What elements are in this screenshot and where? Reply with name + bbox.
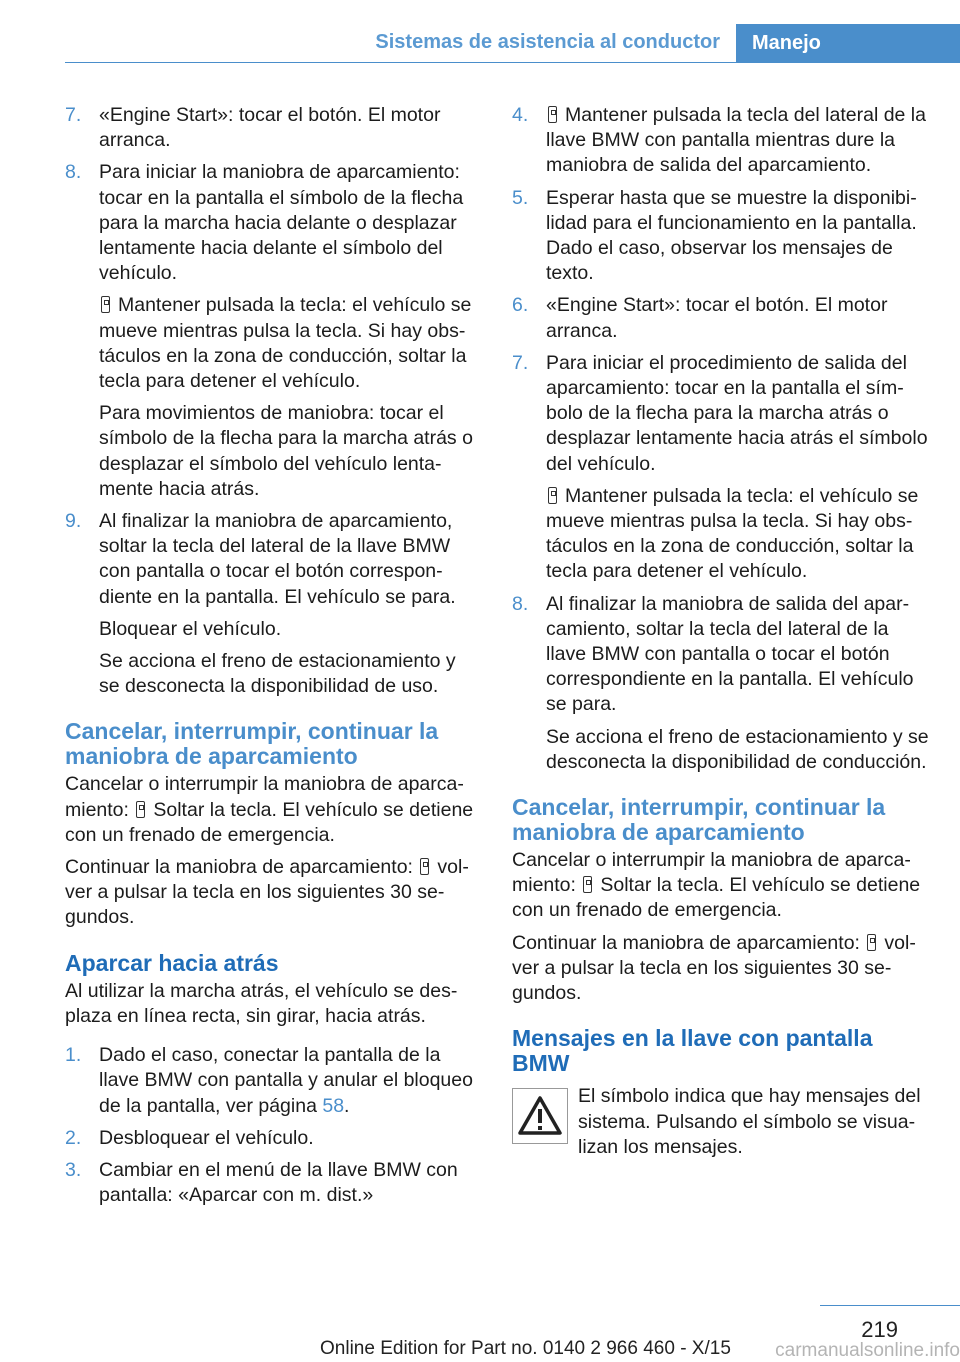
footer-rule — [820, 1305, 960, 1306]
item-text: Esperar hasta que se muestre la disponibilidad para el funcionamiento en la pantalla. Dado el caso, observar los mensajes de texto. — [546, 186, 917, 285]
subtext: Mantener pulsada la tecla: el vehículo se mueve mientras pulsa la tecla. Si hay obstáculos en la zona de conducción, soltar la tecla para detener el vehículo. — [99, 294, 472, 393]
key-icon — [867, 934, 876, 951]
list-item — [512, 592, 930, 775]
item-number: 9. — [65, 510, 82, 533]
paragraph-text: Continuar la maniobra de aparcamiento: — [65, 856, 413, 879]
right-column — [512, 103, 930, 1160]
key-icon — [548, 106, 557, 123]
item-number: 2. — [65, 1126, 82, 1149]
section-heading: Cancelar, interrumpir, continuar la maniobra de aparcamiento — [512, 794, 886, 846]
item-subtext: Para movimientos de maniobra: tocar el símbolo de la flecha para la marcha atrás o desplazar el símbolo del vehículo lentamente hacia atrás. — [99, 402, 473, 500]
item-text: Al finalizar la maniobra de salida del aparcamiento, soltar la tecla del lateral de la llave BMW con pantalla o tocar el botón correspondiente en la pantalla. El vehículo se para. — [546, 592, 914, 716]
list-item — [65, 1043, 480, 1119]
paragraph-text: Cancelar o interrumpir la maniobra de aparcamiento: — [512, 849, 911, 897]
list-item — [512, 351, 930, 585]
list-item — [512, 186, 930, 287]
item-subtext: Bloquear el vehículo. — [99, 617, 282, 640]
item-text: Para iniciar la maniobra de aparcamiento: tocar en la pantalla el símbolo de la flecha para la marcha hacia delante o desplazar lentamente hacia delante el símbolo del vehículo. — [99, 161, 464, 285]
paragraph-text: volver a pulsar la tecla en los siguientes 30 segundos. — [512, 931, 916, 1005]
paragraph-text: Soltar la tecla. El vehículo se detiene con un frenado de emergencia. — [65, 798, 474, 846]
header-section-title: Sistemas de asistencia al conductor — [375, 31, 720, 53]
section-heading: Mensajes en la llave con pantalla BMW — [512, 1025, 873, 1077]
paragraph — [65, 855, 480, 931]
item-text: «Engine Start»: tocar el botón. El motor arranca. — [99, 104, 441, 152]
item-number: 7. — [512, 351, 529, 374]
page-link[interactable]: 58 — [322, 1094, 345, 1117]
header-chapter-tab: Manejo — [736, 24, 960, 62]
list-item — [65, 1126, 480, 1151]
paragraph: El símbolo indica que hay mensajes del sistema. Pulsando el símbolo se visualizan los mensajes. — [578, 1085, 921, 1158]
key-icon — [420, 858, 429, 875]
item-text: Desbloquear el vehículo. — [99, 1126, 314, 1149]
paragraph — [512, 848, 930, 924]
item-number: 6. — [512, 294, 529, 317]
page-header — [65, 24, 960, 63]
list-item — [65, 160, 480, 502]
paragraph-text: volver a pulsar la tecla en los siguientes 30 segundos. — [65, 856, 469, 929]
paragraph — [512, 931, 930, 1007]
list-item — [65, 1158, 480, 1208]
key-icon — [548, 487, 557, 504]
item-subtext: Se acciona el freno de estacionamiento y se desconecta la disponibilidad de uso. — [99, 650, 456, 698]
item-subtext — [99, 293, 480, 394]
item-subtext: Se acciona el freno de estacionamiento y se desconecta la disponibilidad de conducción. — [546, 725, 929, 773]
item-number: 7. — [65, 104, 82, 126]
item-text: Dado el caso, conectar la pantalla de la llave BMW con pantalla y anular el bloqueo de la pantalla, ver página — [99, 1044, 473, 1117]
list-item — [65, 103, 480, 153]
edition-text: Online Edition for Part no. 0140 2 966 460 - X/15 — [320, 1338, 731, 1359]
item-text: Cambiar en el menú de la llave BMW con pantalla: «Aparcar con m. dist.» — [99, 1158, 458, 1207]
item-subtext — [546, 484, 930, 585]
item-text: . — [344, 1094, 350, 1117]
key-icon — [101, 296, 110, 313]
watermark: carmanualsonline.info — [775, 1340, 960, 1361]
section-heading: Aparcar hacia atrás — [65, 949, 279, 976]
list-item — [512, 293, 930, 343]
item-number: 1. — [65, 1044, 82, 1067]
subtext: Mantener pulsada la tecla: el vehículo se mueve mientras pulsa la tecla. Si hay obstáculos en la zona de conducción, soltar la tecla para detener el vehículo. — [546, 484, 919, 583]
item-number: 3. — [65, 1158, 82, 1181]
paragraph-text: Soltar la tecla. El vehículo se detiene con un frenado de emergencia. — [512, 874, 921, 922]
paragraph — [65, 772, 480, 848]
list-item — [65, 509, 480, 699]
left-column — [65, 103, 480, 1215]
section-heading: Cancelar, interrumpir, continuar la maniobra de aparcamiento — [65, 718, 439, 770]
item-number: 5. — [512, 186, 529, 209]
item-text: Mantener pulsada la tecla del lateral de la llave BMW con pantalla mientras dure la maniobra de salida del aparcamiento. — [546, 104, 926, 177]
item-number: 8. — [512, 592, 529, 615]
page-number: 219 — [861, 1317, 898, 1342]
message-symbol-block — [512, 1084, 930, 1160]
paragraph-text: Cancelar o interrumpir la maniobra de aparcamiento: — [65, 773, 464, 821]
warning-triangle-icon — [512, 1088, 568, 1144]
key-icon — [583, 876, 592, 893]
key-icon — [136, 801, 145, 818]
item-text: Al finalizar la maniobra de aparcamiento, soltar la tecla del lateral de la llave BMW con pantalla o tocar el botón correspondiente en la pantalla. El vehículo se para. — [99, 510, 456, 608]
item-text: Para iniciar el procedimiento de salida del aparcamiento: tocar en la pantalla el símbolo de la flecha para la marcha atrás o desplazar lentamente hacia atrás el símbolo del vehículo. — [546, 351, 928, 475]
paragraph: Al utilizar la marcha atrás, el vehículo se desplaza en línea recta, sin girar, hacia atrás. — [65, 979, 458, 1027]
item-number: 8. — [65, 161, 82, 184]
item-number: 4. — [512, 104, 529, 126]
list-item — [512, 103, 930, 179]
item-text: «Engine Start»: tocar el botón. El motor arranca. — [546, 294, 888, 342]
paragraph-text: Continuar la maniobra de aparcamiento: — [512, 931, 860, 954]
